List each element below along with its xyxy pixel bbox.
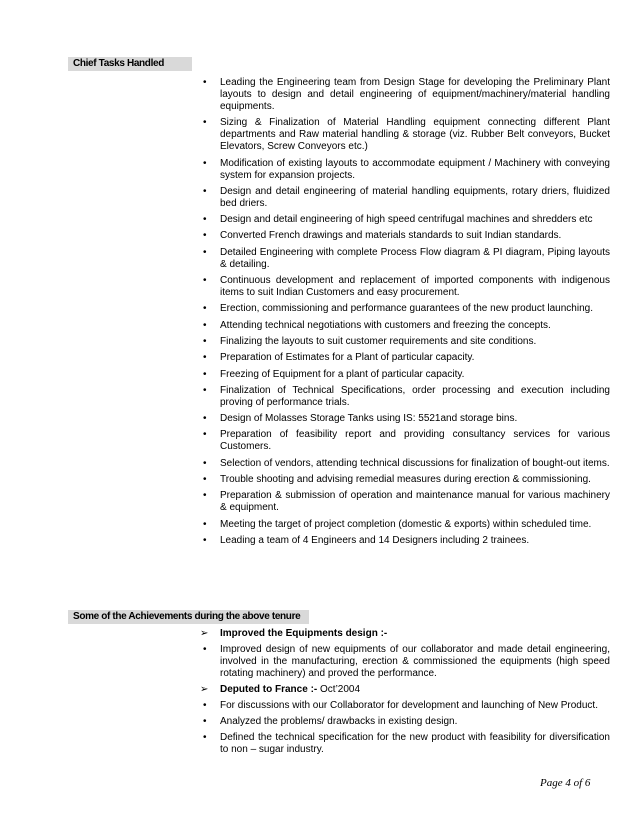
arrow-bullet-icon: ➢	[200, 684, 209, 695]
list-item: • Preparation of Estimates for a Plant of particular capacity.	[200, 352, 610, 364]
list-item: • Design and detail engineering of material handling equipments, rotary driers, fluidized bed driers.	[200, 186, 610, 210]
subheading: Deputed to France :-	[220, 684, 318, 695]
bullet-icon: •	[203, 230, 207, 242]
bullet-icon: •	[203, 716, 207, 727]
list-item: • Finalizing the layouts to suit customer requirements and site conditions.	[200, 336, 610, 348]
list-item: • Meeting the target of project completion (domestic & exports) within scheduled time.	[200, 519, 610, 531]
list-item: • Modification of existing layouts to accommodate equipment / Machinery with conveying system for expansion projects.	[200, 158, 610, 182]
list-item: • Leading the Engineering team from Design Stage for developing the Preliminary Plant layouts to design and detail engineering of equipment/machinery/material handling equipments.	[200, 77, 610, 113]
list-item: • Design of Molasses Storage Tanks using IS: 5521and storage bins.	[200, 413, 610, 425]
bullet-icon: •	[203, 319, 207, 331]
bullet-icon: •	[203, 117, 207, 129]
bullet-icon: •	[203, 335, 207, 347]
bullet-icon: •	[203, 644, 207, 655]
bullet-icon: •	[203, 185, 207, 197]
bullet-icon: •	[203, 303, 207, 315]
list-item: • Selection of vendors, attending technical discussions for finalization of bought-out items.	[200, 458, 610, 470]
arrow-bullet-icon: ➢	[200, 628, 209, 639]
list-item: • Converted French drawings and materials standards to suit Indian standards.	[200, 230, 610, 242]
list-item	[200, 628, 610, 640]
bullet-icon: •	[203, 732, 207, 743]
bullet-icon: •	[203, 214, 207, 226]
chief-tasks-heading: Chief Tasks Handled	[68, 57, 192, 71]
bullet-icon: •	[203, 534, 207, 546]
bullet-icon: •	[203, 413, 207, 425]
bullet-icon: •	[203, 457, 207, 469]
bullet-icon: •	[203, 384, 207, 396]
bullet-icon: •	[203, 352, 207, 364]
list-item	[200, 684, 610, 696]
list-item: • Sizing & Finalization of Material Handling equipment connecting different Plant departments and Raw material handling & storage (viz. Rubber Belt conveyors, Bucket Elevators, Screw Conveyors etc.)	[200, 117, 610, 153]
bullet-icon: •	[203, 700, 207, 711]
list-item: • Leading a team of 4 Engineers and 14 Designers including 2 trainees.	[200, 535, 610, 547]
list-item: • Analyzed the problems/ drawbacks in existing design.	[200, 716, 610, 728]
list-item: • Continuous development and replacement of imported components with indigenous items to suit Indian Customers and easy procurement.	[200, 275, 610, 299]
subheading: Improved the Equipments design :-	[220, 628, 388, 639]
list-item: • Finalization of Technical Specifications, order processing and execution including proving of performance trials.	[200, 385, 610, 409]
bullet-icon: •	[203, 368, 207, 380]
bullet-icon: •	[203, 275, 207, 287]
list-item: • Improved design of new equipments of our collaborator and made detail engineering, involved in the manufacturing, erection & commissioned the equipments (high speed rotating machinery) and proved the performance.	[200, 644, 610, 680]
bullet-icon: •	[203, 429, 207, 441]
bullet-icon: •	[203, 518, 207, 530]
list-item: • Freezing of Equipment for a plant of particular capacity.	[200, 369, 610, 381]
list-item: • Design and detail engineering of high speed centrifugal machines and shredders etc	[200, 214, 610, 226]
list-item: • For discussions with our Collaborator for development and launching of New Product.	[200, 700, 610, 712]
page-number: Page 4 of 6	[540, 777, 591, 789]
bullet-icon: •	[203, 157, 207, 169]
list-item: • Trouble shooting and advising remedial measures during erection & commissioning.	[200, 474, 610, 486]
bullet-icon: •	[203, 77, 207, 88]
bullet-icon: •	[203, 490, 207, 502]
achievements-heading: Some of the Achievements during the above tenure	[68, 610, 309, 624]
list-item: • Erection, commissioning and performance guarantees of the new product launching.	[200, 303, 610, 315]
subheading-date: Oct’2004	[317, 684, 361, 695]
bullet-icon: •	[203, 474, 207, 486]
list-item: • Defined the technical specification for the new product with feasibility for diversification to non – sugar industry.	[200, 732, 610, 756]
list-item: • Preparation of feasibility report and providing consultancy services for various Customers.	[200, 429, 610, 453]
list-item: • Attending technical negotiations with customers and freezing the concepts.	[200, 320, 610, 332]
achievements-list	[200, 628, 610, 760]
chief-tasks-list	[200, 77, 610, 551]
list-item: • Detailed Engineering with complete Process Flow diagram & PI diagram, Piping layouts & detailing.	[200, 247, 610, 271]
list-item: • Preparation & submission of operation and maintenance manual for various machinery & equipment.	[200, 490, 610, 514]
bullet-icon: •	[203, 246, 207, 258]
